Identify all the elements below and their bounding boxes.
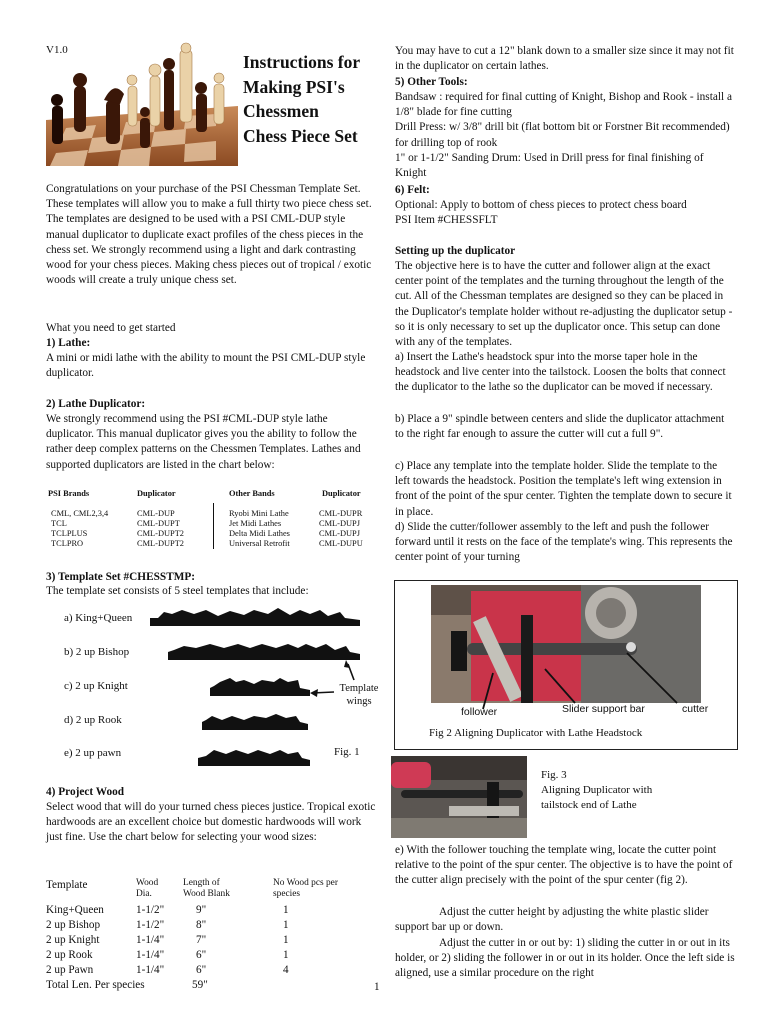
wood-cell: 1 bbox=[283, 934, 289, 946]
fig3-caption-line: tailstock end of Lathe bbox=[541, 799, 637, 811]
tailstock-photo bbox=[391, 756, 527, 838]
slider-support-bar-label: Slider support bar bbox=[562, 703, 645, 715]
document-title bbox=[243, 50, 393, 148]
wood-cell: 7" bbox=[196, 934, 207, 946]
table-cell: CML-DUPT bbox=[137, 519, 180, 528]
setup-intro: The objective here is to have the cutter and follower align at the exact center point of the templates and the turning throughout the length of the cut. All of the Chessman templates are designed so they can be placed in the Duplicator's template holder without re-adjusting the duplicator setup - so it is only necessary to set up the duplicator once. This setup can done with any of the templates. bbox=[395, 260, 733, 349]
wood-total-value: 59" bbox=[192, 979, 208, 991]
version-label: V1.0 bbox=[46, 44, 68, 56]
wood-cell: King+Queen bbox=[46, 904, 104, 916]
brands-table bbox=[48, 489, 378, 551]
table-cell: Delta Midi Lathes bbox=[229, 529, 290, 538]
brands-header: Duplicator bbox=[322, 489, 361, 498]
wood-cell: 8" bbox=[196, 919, 207, 931]
step-c: c) Place any template into the template holder. Slide the template to the left towards the headstock. Position the template's left wing extension in front of the point of the spur center. Tighten the template down to secure it in place. bbox=[395, 460, 732, 518]
template-label-pawn: e) 2 up pawn bbox=[64, 747, 122, 759]
title-line: Chess Piece Set bbox=[243, 125, 358, 146]
project-wood-heading: 4) Project Wood bbox=[46, 786, 125, 798]
duplicator-heading: 2) Lathe Duplicator: bbox=[46, 398, 146, 410]
table-cell: CML-DUPR bbox=[319, 509, 363, 518]
table-cell: CML, CML2,3,4 bbox=[51, 509, 109, 518]
table-cell: CML-DUPJ bbox=[319, 519, 360, 528]
lathe-text: A mini or midi lathe with the ability to mount the PSI CML-DUP style duplicator. bbox=[46, 352, 366, 380]
wood-cell: 1-1/4" bbox=[136, 934, 165, 946]
template-wings-label: Template wings bbox=[339, 683, 379, 707]
tool-item: 1" or 1-1/2" Sanding Drum: Used in Drill press for final finishing of Knight bbox=[395, 151, 704, 180]
title-line: Instructions for bbox=[243, 52, 361, 72]
wood-cell: 2 up Knight bbox=[46, 934, 100, 946]
duplicator-text: We strongly recommend using the PSI #CML-DUP style lathe duplicator. This manual duplicator gives you the ability to follow the rather deep complex patterns on the Chessmen Templates. Lathes and supported duplicators are listed in the chart below: bbox=[46, 413, 361, 471]
table-cell: TCL bbox=[51, 519, 67, 528]
felt-text bbox=[395, 198, 735, 228]
setup-heading: Setting up the duplicator bbox=[395, 245, 516, 257]
table-cell: TCLPLUS bbox=[51, 529, 88, 538]
table-cell: CML-DUPT2 bbox=[137, 539, 184, 548]
wood-header: Wood Dia. bbox=[136, 878, 159, 899]
table-cell: Jet Midi Lathes bbox=[229, 519, 282, 528]
template-set-heading: 3) Template Set #CHESSTMP: bbox=[46, 571, 196, 583]
tool-item: Bandsaw : required for final cutting of Knight, Bishop and Rook - install a 1/8" blade for fine cutting bbox=[395, 91, 732, 119]
table-cell: TCLPRO bbox=[51, 539, 84, 548]
template-label-bishop: b) 2 up Bishop bbox=[64, 646, 130, 658]
cutter-in-out-paragraph: Adjust the cutter in or out by: 1) sliding the cutter in or out in its holder, or 2) sliding the follower in or out in its holder. Once the left side is aligned, use a similar procedure on the right bbox=[395, 937, 735, 980]
wood-cell: 1 bbox=[283, 919, 289, 931]
page-number: 1 bbox=[374, 981, 380, 993]
fig2-callout-lines bbox=[395, 581, 739, 751]
other-tools-heading: 5) Other Tools: bbox=[395, 76, 468, 88]
wood-header: No Wood pcs per species bbox=[273, 878, 338, 899]
wood-cell: 1 bbox=[283, 904, 289, 916]
follower-label: follower bbox=[461, 706, 498, 718]
wood-total-label: Total Len. Per species bbox=[46, 979, 145, 991]
need-heading: What you need to get started bbox=[46, 322, 176, 334]
wood-cell: 1-1/2" bbox=[136, 919, 165, 931]
wood-cell: 1-1/2" bbox=[136, 904, 165, 916]
wood-cell: 4 bbox=[283, 964, 289, 976]
template-label-king-queen: a) King+Queen bbox=[64, 612, 133, 624]
lathe-heading: 1) Lathe: bbox=[46, 337, 91, 349]
wood-size-table bbox=[46, 877, 378, 995]
wood-cell: 1-1/4" bbox=[136, 964, 165, 976]
felt-line: Optional: Apply to bottom of chess pieces to protect chess board bbox=[395, 199, 687, 211]
wood-cell: 6" bbox=[196, 964, 207, 976]
intro-paragraph: Congratulations on your purchase of the PSI Chessman Template Set. These templates will allow you to make a full thirty two piece chess set. The templates are designed to be used with a PSI CML-DUP style manual duplicator to duplicate exact profiles of the chess pieces in the chess set. We strongly recommend using a light and dark contrasting wood for your chess pieces. Making chess pieces out of tropical / exotic woods will create a truly unique chess set. bbox=[46, 183, 372, 287]
wood-header: Template bbox=[46, 879, 88, 891]
brands-header: PSI Brands bbox=[48, 489, 90, 498]
title-line: Chessmen bbox=[243, 101, 319, 121]
step-b: b) Place a 9" spindle between centers and slide the duplicator attachment to the right far enough to assure the cutter will cut a full 9". bbox=[395, 413, 725, 441]
wood-cell: 1 bbox=[283, 949, 289, 961]
wood-header: Length of Wood Blank bbox=[183, 878, 230, 899]
wood-cell: 9" bbox=[196, 904, 207, 916]
cut-note: You may have to cut a 12" blank down to a smaller size since it may not fit in the duplicator on certain lathes. bbox=[395, 45, 734, 73]
table-divider bbox=[213, 503, 214, 549]
table-cell: CML-DUPT2 bbox=[137, 529, 184, 538]
fig3-caption-line: Fig. 3 bbox=[541, 769, 567, 781]
fig2-caption: Fig 2 Aligning Duplicator with Lathe Headstock bbox=[429, 727, 643, 739]
fig3-caption-line: Aligning Duplicator with bbox=[541, 784, 653, 796]
title-line: Making PSI's bbox=[243, 76, 345, 97]
brands-header: Other Bands bbox=[229, 489, 275, 498]
template-label-rook: d) 2 up Rook bbox=[64, 714, 122, 726]
fig2-photo-frame bbox=[394, 580, 738, 750]
felt-line: PSI Item #CHESSFLT bbox=[395, 214, 498, 227]
fig1-caption: Fig. 1 bbox=[334, 746, 360, 758]
step-d: d) Slide the cutter/follower assembly to the left and push the follower forward until it rests on the face of the template's wing. This represents the center point of your turning bbox=[395, 521, 733, 564]
fig3-caption bbox=[541, 768, 652, 813]
other-tools-list bbox=[395, 90, 735, 181]
table-cell: CML-DUPU bbox=[319, 539, 363, 548]
table-cell: CML-DUPJ bbox=[319, 529, 360, 538]
wood-cell: 2 up Pawn bbox=[46, 964, 94, 976]
table-cell: Universal Retrofit bbox=[229, 539, 290, 548]
table-cell: CML-DUP bbox=[137, 509, 175, 518]
template-set-text: The template set consists of 5 steel templates that include: bbox=[46, 585, 309, 597]
wood-cell: 1-1/4" bbox=[136, 949, 165, 961]
tool-item: Drill Press: w/ 3/8" drill bit (flat bottom bit or Forstner Bit recommended) for drilling top of rook bbox=[395, 121, 730, 149]
project-wood-text: Select wood that will do your turned chess pieces justice. Tropical exotic hardwoods are an excellent choice but domestic hardwoods will work just fine. Use the chart below for selecting your wood sizes: bbox=[46, 801, 376, 844]
wood-cell: 2 up Rook bbox=[46, 949, 93, 961]
step-e: e) With the follower touching the template wing, locate the cutter point relative to the point of the spur center. The objective is to have the point of the cutter align precisely with the point of the spur center (fig 2). bbox=[395, 844, 733, 887]
template-label-knight: c) 2 up Knight bbox=[64, 680, 128, 692]
brands-header: Duplicator bbox=[137, 489, 176, 498]
step-a: a) Insert the Lathe's headstock spur into the morse taper hole in the headstock and live center into the tailstock. Loosen the bolts that connect the duplicator to the lathe so the duplicator can be moved if necessary. bbox=[395, 351, 726, 394]
wood-cell: 2 up Bishop bbox=[46, 919, 101, 931]
cutter-label: cutter bbox=[682, 703, 709, 715]
felt-heading: 6) Felt: bbox=[395, 184, 430, 196]
table-cell: Ryobi Mini Lathe bbox=[229, 509, 289, 518]
wood-cell: 6" bbox=[196, 949, 207, 961]
chess-pieces-photo bbox=[46, 40, 238, 166]
cutter-height-paragraph: Adjust the cutter height by adjusting the white plastic slider support bar up or down. bbox=[395, 906, 709, 934]
